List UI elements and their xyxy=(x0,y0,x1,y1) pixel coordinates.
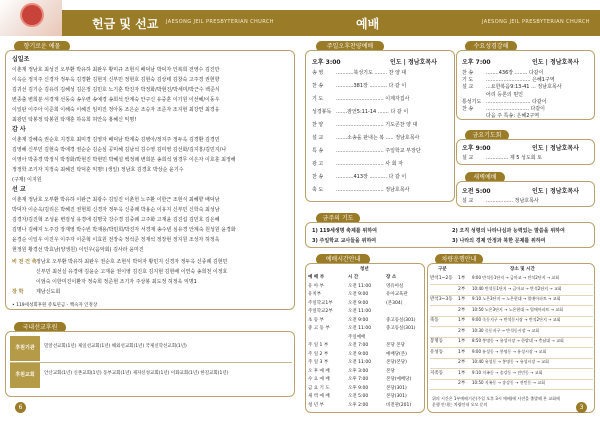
vehicle-route: 8:50 봉명동 → 유성시장 → 한밭대 → 충남대 → 교회 xyxy=(472,338,564,343)
vehicle-area: 유성동 xyxy=(430,349,444,355)
flower-photo xyxy=(0,0,62,36)
mission-section-pill: 국내선교후원 xyxy=(14,322,66,333)
vehicle-route: 9:10 노은3단지 → 노은현대 → 열매아파트 → 교회 xyxy=(472,296,561,301)
order-value: ............................ 은혜1구역 xyxy=(486,77,555,84)
offering-line: 변종출 변희분 서경재 선동숙 송우련 송예경 송희석 안계숙 안구신 유중훈 이기원 이선혜/이동우 xyxy=(12,97,220,103)
schedule-cell: 비전관(201) xyxy=(386,402,412,408)
schedule-cell: 청 년 부 xyxy=(308,402,324,408)
vehicle-note-line: 운행 안내는 차량안내 오모 문의 xyxy=(432,402,488,407)
vehicle-note xyxy=(432,396,592,410)
order-label: 특 송 xyxy=(312,148,324,154)
vehicle-route: 10:50 지족동 → 송강동 → 전민동 → 교회 xyxy=(472,380,545,385)
friday-order xyxy=(462,153,592,163)
mission-text: 밀알선교회(1년) 제일선교회(1년) 해외선교회(1년) 국제신학선교회(1년) xyxy=(44,344,187,349)
vehicle-note-line: 위의 시간은 1부예배기준(주일 오후 3시 예배)에 사전을 출발해 본 교회에 xyxy=(432,396,560,401)
schedule-cell: 오전 11:00 xyxy=(348,360,372,365)
schedule-cell: 주일예배 xyxy=(348,334,366,340)
schedule-cell: 오 후 예 배 xyxy=(308,368,330,374)
vehicle-route: 10:40 유성동 → 봉명동 → 유성시장 → 교회 xyxy=(472,359,549,364)
sunday-pill: 주일오후찬양예배 xyxy=(316,41,384,52)
order-value: ...........381장 ........... 다 같 이 xyxy=(336,83,407,89)
schedule-cell: 금 요 기 도 xyxy=(308,385,330,391)
sunday-time: 오후 3:00 xyxy=(312,59,341,66)
vehicle-route: 10:50 노은3단지 → 노은현대 → 열매아파트 → 교회 xyxy=(472,306,563,312)
vehicle-route: 10:30 죽동지구 → 반석동시장 → 교회 xyxy=(472,327,540,333)
schedule-cell: 주 일 1 부 xyxy=(308,343,329,348)
dawn-order xyxy=(462,196,592,206)
fund-names: 신부민 최선실 유경애 김윤순 고재윤 권이영 김진호 김지현 김현배 이연숙 송희천 이정호 xyxy=(36,269,228,275)
vehicle-run: 1부 xyxy=(458,339,466,344)
wed-order xyxy=(462,68,592,118)
order-value: .............................. 기도콘찬 양 대 xyxy=(336,122,418,128)
schedule-cell: 오후 3:00 xyxy=(348,368,369,374)
schedule-cell: 본당(예배당) xyxy=(386,377,412,382)
order-label: 성경봉독 xyxy=(312,109,332,115)
dawn-time: 오전 5:00 xyxy=(462,188,491,195)
schedule-cell: 주 일 2 부 xyxy=(308,351,329,357)
offering-line: 감 사 xyxy=(12,126,26,133)
offering-line: 십일조 xyxy=(12,56,30,63)
vehicle-run: 1부 xyxy=(458,318,466,323)
offering-line: 이일판 이주아 이준희 이해숙 이혜진 임미진 정아동 조은순 조승자 조준자 조지현 최강연 최경옹 xyxy=(12,107,220,113)
offering-section-pill: 향기로운 예물 xyxy=(14,41,70,52)
offering-list xyxy=(12,55,292,255)
vehicle-run: 1부 xyxy=(458,276,466,281)
left-page-number: 6 xyxy=(15,402,26,413)
schedule-cell: 오전 9:00 xyxy=(348,351,369,357)
friday-leader: 인도 | 정남호목사 xyxy=(532,145,579,152)
vehicle-divider xyxy=(430,389,593,390)
schedule-cell: 오전 11:00 xyxy=(348,326,372,331)
right-page xyxy=(300,0,600,421)
order-value: ...........413장 ........... 다 같 이 xyxy=(336,174,407,180)
schedule-cell: 오전 9:00 xyxy=(348,292,369,297)
schedule-cell: 영유아실 xyxy=(386,283,404,289)
offering-line: 이영아 박종경 박정식 박정화/박현진 박현민 박혜설 백정례 변희분 송희석 엄경무 이은자 이호훈 최정해 xyxy=(12,157,236,163)
order-value: .............. 제 5 성도회 토 xyxy=(486,155,542,161)
vehicle-run: 2부 xyxy=(458,381,466,386)
order-label: 찬 송 xyxy=(462,70,474,76)
schedule-cell: 주 일 3 부 xyxy=(308,360,329,365)
offering-line: 김귀선 김기순 김유리 김혜성 김은정 김민호 노기훈 박진자 박정화/박현진/박세미/박근수 백준식 xyxy=(12,87,220,93)
offering-line: 현정원 황경선 박효남(양생원) 이인우(음악회) 김사라 윤미진 xyxy=(12,247,144,253)
order-label: 설 교 xyxy=(462,155,474,161)
friday-time: 오후 9:00 xyxy=(462,145,491,152)
prayer-item: 2) 오직 성령의 나타나심과 능력있는 말씀을 위하여 xyxy=(452,228,565,234)
left-banner-subtitle: JAESONG JEIL PRESBYTERIAN CHURCH xyxy=(166,19,274,25)
fund-label: 비 전 건 축 xyxy=(12,259,37,265)
vehicle-route: 9:00 죽동지구 → 반석동시장 → 반석2단지 → 교회 xyxy=(472,317,561,322)
schedule-cell: 장 소 xyxy=(386,275,397,280)
order-value: 어리 등론의 믿인 xyxy=(486,91,523,98)
mission-label: 후원기관 xyxy=(10,336,40,361)
order-label: 찬 송 xyxy=(312,83,324,89)
schedule-cell: 유치부 xyxy=(308,292,322,297)
flower-icon xyxy=(22,5,42,25)
schedule-cell: 새 벽 예 배 xyxy=(308,394,330,399)
schedule-cell: 유아교육관 xyxy=(386,292,408,297)
schedule-cell: 본당 xyxy=(386,368,395,374)
right-banner xyxy=(300,10,600,36)
offering-line: (구제) 이지원 xyxy=(12,177,42,183)
schedule-cell: 오후 9:00 xyxy=(348,385,369,391)
order-label: 기 도 xyxy=(462,77,474,84)
vehicle-area: 죽동 xyxy=(430,318,439,323)
offering-line: 정정학 조기자 지정숙 최혜진 탁덕훈 익명! (생일) 정남호 김경호 박상순 윤기수 xyxy=(12,167,184,173)
schedule-cell: 본당(301) xyxy=(386,385,407,391)
vehicle-head-route: 장소 및 시간 xyxy=(510,267,535,272)
order-label: 찬 양 xyxy=(312,122,324,128)
order-value: ................. 정남호목사 xyxy=(486,198,539,204)
right-page-number: 3 xyxy=(576,402,587,413)
order-label: 기 도 xyxy=(312,96,324,102)
order-value: .......소송을 판내는 복 ..... 정남호목사 xyxy=(336,135,420,141)
friday-pill: 금요기도회 xyxy=(465,130,509,141)
schedule-cell: 오전 9:00 xyxy=(348,300,369,306)
order-value: 다음 주 특송: 은혜2구역 xyxy=(486,113,540,120)
schedule-cell: 중 고 등 부 xyxy=(308,326,330,331)
vehicle-run: 2부 xyxy=(458,307,466,313)
schedule-cell: 예 배 부 xyxy=(308,275,325,280)
order-value: ...........북성기도 ........ 찬 양 대 xyxy=(336,70,407,76)
offering-line: 윤경순 이일우 이진우 이주자 이준혁 이효원 전장숙 정석준 정재석 정장현 정지원 조성자 허정욱 xyxy=(12,237,220,243)
order-label: 설 교 xyxy=(462,198,474,204)
schedule-table xyxy=(308,266,424,411)
schedule-cell: 오전 7:00 xyxy=(348,343,369,348)
order-value: .............................. 정남호목사 xyxy=(336,187,410,193)
offering-note: • 119세성회후원 쥬토된금 - 백숙자 인정상 xyxy=(12,303,98,308)
schedule-cell: 오전 9:00 xyxy=(348,317,369,323)
order-value: .......잠언5:11-14 ....... 다 같 이 xyxy=(336,109,409,115)
prayer-item: 1) 119세생명 축제를 위하여 xyxy=(312,228,377,234)
vehicle-table xyxy=(430,266,593,391)
vehicle-route: 10:40 반석동1단지 → 금마교 → 반석2단지 → 교회 xyxy=(472,285,562,291)
dawn-leader: 인도 | 정남호목사 xyxy=(532,188,579,195)
schedule-cell: 유 아 부 xyxy=(308,283,324,289)
order-value: ............................ 다같이 xyxy=(486,98,547,105)
schedule-cell: 수 요 예 배 xyxy=(308,377,330,382)
order-label: 찬 송 xyxy=(312,174,324,180)
order-label: 찬 송 xyxy=(462,106,474,112)
order-value: ........436장 ........ 다같이 xyxy=(486,70,544,76)
vehicle-route: 9:00 반석동1단지 → 금마교 → 반석2단지 → 교회 xyxy=(472,275,560,280)
offering-line: 최광민 탁봉정 탁봉원 탁재훈 하옥희 허안옥 홍혜신 익명! xyxy=(12,117,137,123)
vehicle-route: 9:10 지족동 → 송강동 → 전민동 → 교회 xyxy=(472,369,543,375)
vehicle-area: 반석3~3동 xyxy=(430,297,453,302)
schedule-cell: 예배당(본) xyxy=(386,351,407,357)
prayer-item: 3) 나라의 경제 안정과 북한 문제를 위하여 xyxy=(452,238,546,244)
wed-leader: 인도 | 정남호목사 xyxy=(532,59,579,66)
vehicle-run: 2부 xyxy=(458,286,466,292)
schedule-cell: (본304) xyxy=(386,300,403,306)
schedule-cell: 본당(본당) xyxy=(386,360,407,365)
fund-names: 정남호 오부환 박유하 최완우 권순호 조현식 박덕자 황민지 신경자 정두옥 신종례 김현민 xyxy=(36,259,228,265)
order-label: 광 고 xyxy=(312,161,324,167)
schedule-cell: 본당(301) xyxy=(386,394,407,399)
wed-time: 오후 7:00 xyxy=(462,59,491,66)
mission-label: 후원교회 xyxy=(10,363,40,388)
dawn-pill: 새벽예배 xyxy=(465,172,505,183)
offering-line: 이춘재 강혜숙 권순호 지경호 최미경 김영자 배덕남 박계숙 김병아/정지주 정두옥 김경환 김경민 xyxy=(12,137,220,143)
left-banner-title: 헌금 및 선교 xyxy=(92,17,159,31)
schedule-cell: 오전 11:00 xyxy=(348,283,372,289)
fund-names: 제남신도회 xyxy=(36,289,61,295)
schedule-cell: 오전 5:00 xyxy=(348,394,369,399)
sunday-leader: 인도 | 정남호목사 xyxy=(390,59,437,66)
fund-label: 장 학 xyxy=(12,289,24,295)
vehicle-run: 1부 xyxy=(458,349,466,355)
building-fund-list xyxy=(12,257,294,301)
vehicle-area: 지족동 xyxy=(430,370,444,376)
offering-line: 이옥순 정지주 신경자 정두옥 김경환 김현지 신부민 정현호 김현숙 김상태 김창숙 고주경 권현향 xyxy=(12,77,220,83)
offering-line: 이춘재 정남호 최성진 오부환 박유하 최완우 황미규 조현식 배덕남 박덕자 인복희 전영수 김진만 xyxy=(12,67,220,73)
offering-line: 김명나 김혜지 노주강 장재영 박수빈 박재용/박민희/박진자 서경재 송수빈 심유경 안계숙 원성원 윤경화 xyxy=(12,227,236,233)
offering-line: 김영혜 신부민 김현숙 박애경 권순순 김순심 공미혜 김남석 김수영 김미영 김선화/김지흥/김민지/나 xyxy=(12,147,227,153)
offering-line: 선 교 xyxy=(12,186,26,193)
order-value: .............................. 사 회 자 xyxy=(336,161,403,167)
schedule-cell: 본당 본당 xyxy=(386,343,405,348)
vehicle-run: 2부 xyxy=(458,360,466,365)
schedule-cell: 주일학교1부 xyxy=(308,300,333,306)
vehicle-run: 1부 xyxy=(458,370,466,376)
right-banner-subtitle: JAESONG JEIL PRESBYTERIAN CHURCH xyxy=(482,19,590,25)
vehicle-route: 9:00 유성동 → 봉명동 → 유성시장 → 교회 xyxy=(472,348,547,354)
vehicle-run: 1부 xyxy=(458,297,466,302)
mission-text: 안산교회(1년) 신촌교회(1년) 동부교회(1년) 제자신성교회(1년) 이화교회(1년) 한길교회(1년) xyxy=(44,371,229,376)
offering-line: 이춘재 정남호 오부환 박유하 이완근 최광수 김일진 이춘헌 노주환 이한근 조현식 최혜향 배덕남 xyxy=(12,197,220,203)
order-label: 축 도 xyxy=(312,187,324,193)
mission-divider xyxy=(10,362,292,363)
sunday-order xyxy=(312,68,452,198)
offering-line: 박덕자 이순옥/김리은 박혜진 권현희 신경자 정두옥 신종례 박용순 이유지 신부민 신학숙 최성남 xyxy=(12,207,220,213)
schedule-cell: 주일학교2부 xyxy=(308,309,333,314)
order-value: ...요한복음9:13-41 ... 정남호목사 xyxy=(486,84,562,91)
offering-line: 김경자/김진혁 조성윤 변검성 유경애 김명국 강수경 김중례 고주화 고재윤 김진섭 김민호 김은혜 xyxy=(12,217,220,223)
fund-names: 이엄숙 이한미진이환자 정숙희 정준현 조기자 주상봉 최도정 허정욱 익명1 xyxy=(36,279,197,285)
schedule-cell: 시 간 xyxy=(348,275,359,280)
schedule-cell: 중고등실(301) xyxy=(386,317,416,323)
order-label: 설 교 xyxy=(312,135,324,141)
schedule-cell: 오전 11:00 xyxy=(348,309,372,314)
schedule-pill: 예배시간안내 xyxy=(316,254,370,265)
vehicle-area: 반석1~2동 xyxy=(430,276,453,281)
order-value: ........................... 다같이 xyxy=(486,106,545,112)
order-value: .............................. 주일학교 부장단 xyxy=(336,148,421,154)
prayer-list xyxy=(312,226,592,246)
mission-table xyxy=(10,336,292,392)
order-label: 통성기도 xyxy=(462,98,482,105)
wed-pill: 수요성경강해 xyxy=(465,41,517,52)
vehicle-run: 2부 xyxy=(458,328,466,334)
order-label: 송 영 xyxy=(312,70,324,76)
schedule-cell: 오후 7:00 xyxy=(348,377,369,382)
prayer-item: 3) 주일학교 교사들을 위하여 xyxy=(312,238,377,244)
order-value: .............................. 이제자집사 xyxy=(336,96,410,102)
schedule-cell: 초 등 부 xyxy=(308,317,324,323)
prayer-pill: 금주의 기도 xyxy=(316,213,360,224)
vehicle-area: 봉명동 xyxy=(430,339,444,344)
schedule-cell: 오후 2:00 xyxy=(348,402,369,408)
schedule-cell: 중고등실(301) xyxy=(386,326,416,331)
right-banner-title: 예배 xyxy=(356,17,380,31)
vehicle-head-area: 구분 xyxy=(438,267,447,272)
schedule-title: 청년 xyxy=(360,267,369,272)
order-label: 설 교 xyxy=(462,84,474,91)
vehicle-pill: 차량운행안내 xyxy=(435,254,483,265)
